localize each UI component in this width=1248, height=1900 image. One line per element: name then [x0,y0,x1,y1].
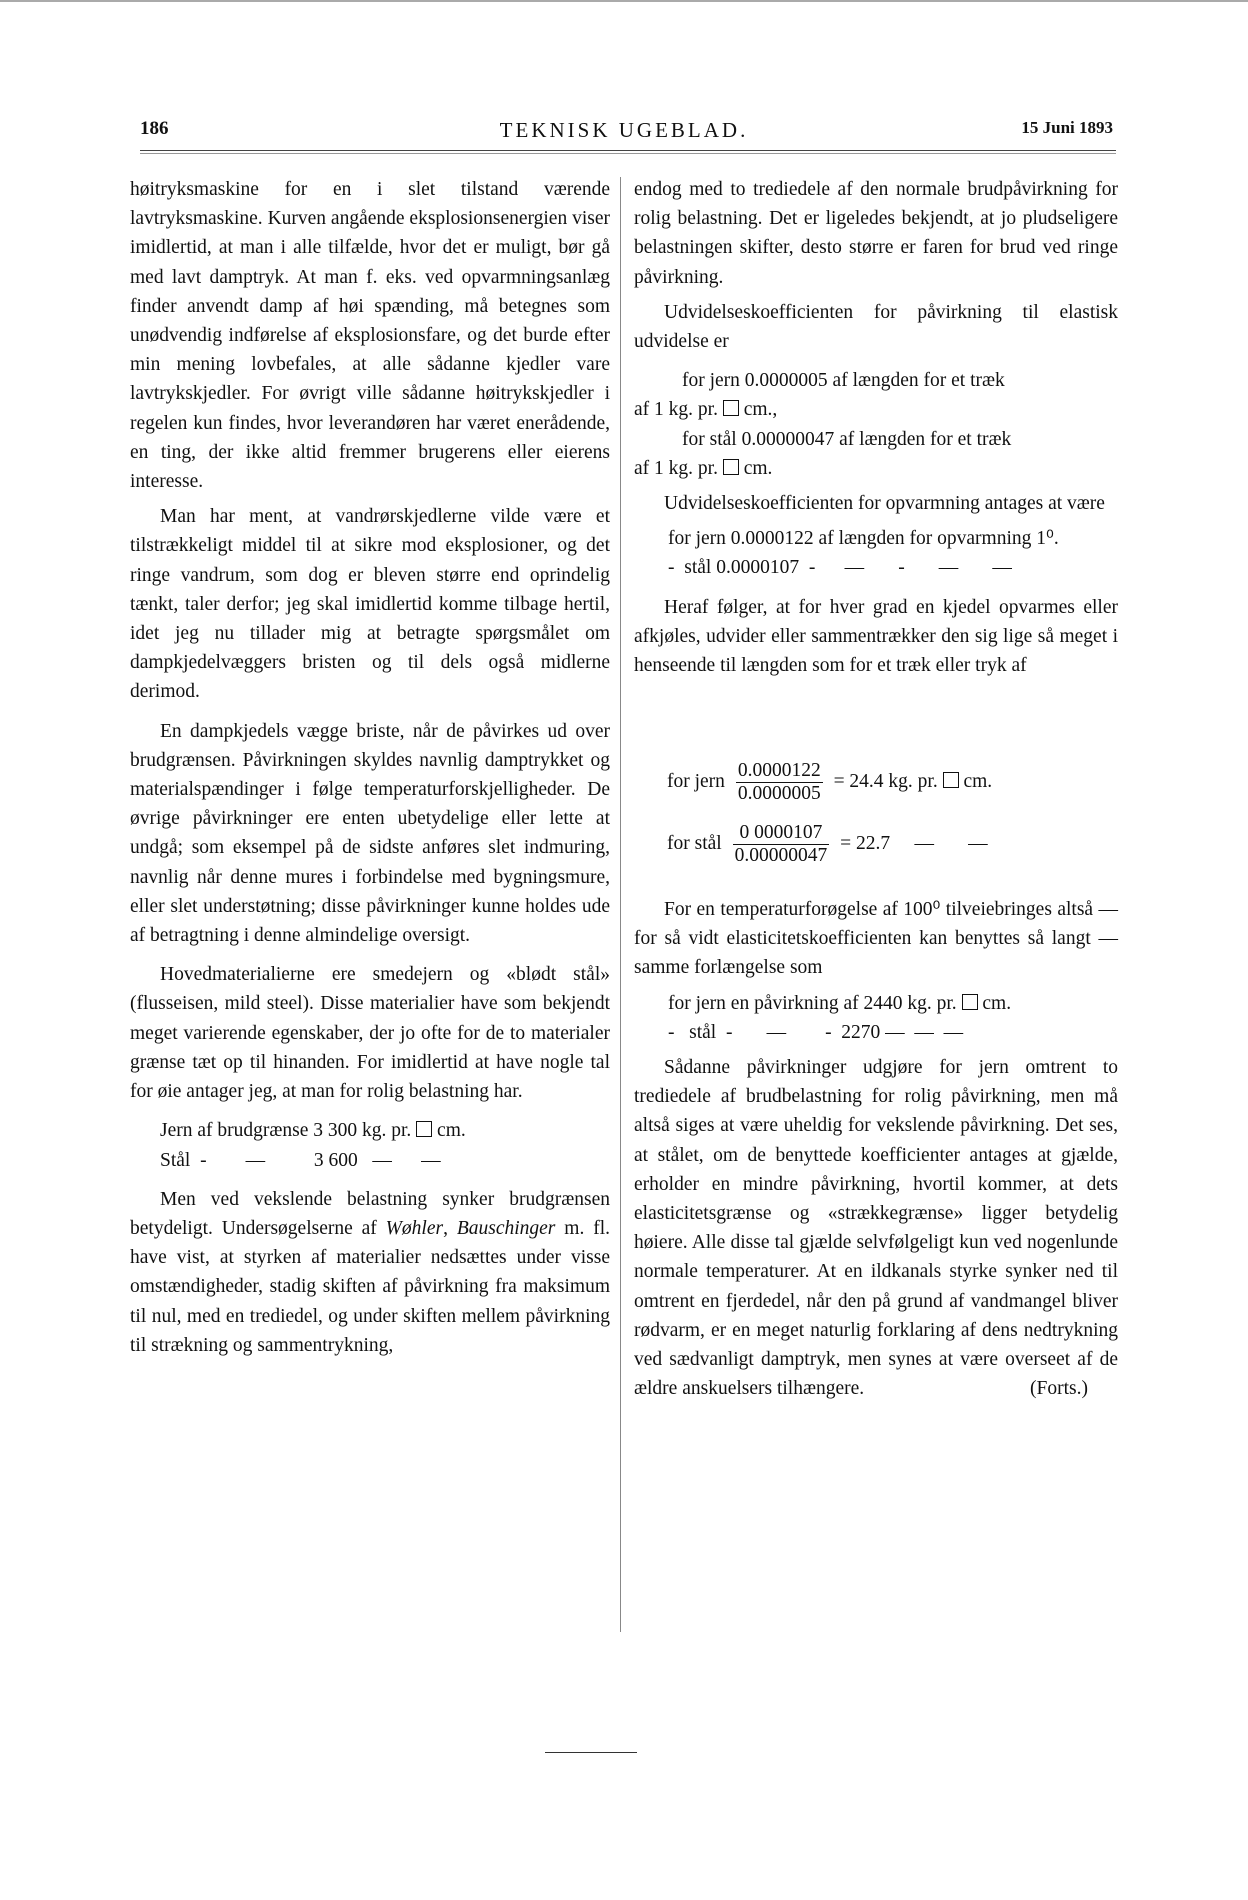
staal-dashes: — — [372,1149,441,1171]
staal-load-line: - stål - — - 2270 — — — [668,1021,964,1043]
left-paragraph-5-b: , [443,1217,457,1239]
square-unit-icon [416,1121,432,1137]
staal-coeff-line-2 [634,454,1118,483]
square-unit-icon [723,459,739,475]
equation-jern [667,760,992,805]
right-paragraph-6 [634,1053,1118,1403]
jern-coeff-line-2 [634,395,1118,424]
author-bauschinger: Bauschinger [456,1217,556,1239]
equation-staal-label: for stål [667,832,722,854]
end-rule [545,1752,637,1753]
equation-staal [667,822,988,867]
jern-text: Jern af brudgrænse 3 300 kg. pr. [160,1120,412,1142]
journal-title: TEKNISK UGEBLAD. [499,118,749,142]
right-paragraph-4: Heraf følger, at for hver grad en kjedel opvarmes eller afkjøles, udvider eller sammentrækker den sig lige så meget i henseende til længden som for et træk eller tryk af [634,596,1118,677]
equation-staal-denominator: 0.00000047 [734,845,828,866]
equation-staal-result: = 22.7 — — [840,832,988,854]
header-rule-secondary [140,153,1116,154]
page-number: 186 [140,118,169,139]
jern-coeff-text: af 1 kg. pr. [634,399,718,421]
left-paragraph-2: Man har ment, at vandrørskjedlerne vilde være et tilstrækkeligt middel til at sikre mod eksplosioner, og det ringe vandrum, som dog er bleven større end oprindelig tænkt, taler derfor; jeg skal imidlertid komme tilbage hertil, idet jeg nu tillader mig at betragte spørgsmålet om dampkjedelvæggers bristen og til dels også midlerne derimod. [130,506,610,703]
equation-jern-fraction [736,760,823,805]
equation-jern-label: for jern [667,770,725,792]
jern-load-unit: cm. [982,992,1012,1014]
staal-coeff-line: for stål 0.00000047 af længden for et træk [682,428,1012,450]
jern-load-line [634,989,1118,1018]
right-paragraph-1: endog med to trediedele af den normale brudpåvirkning for rolig belastning. Det er ligeledes bekjendt, at jo pludseligere belastningen skifter, desto større er faren for brud ved ringe påvirkning. [634,179,1118,288]
staal-line [130,1146,610,1175]
jern-coeff-line: for jern 0.0000005 af længden for et træk [682,370,1005,392]
equation-staal-numerator: 0 0000107 [733,822,830,845]
jern-heat-line: for jern 0.0000122 af længden for opvarmning 1⁰. [668,528,1059,550]
square-unit-icon [943,772,959,788]
author-wohler: Wøhler [385,1217,444,1239]
left-paragraph-5-a: Men ved vekslende belastning synker brudgrænsen betydeligt. Undersøgelserne af [130,1188,610,1239]
left-paragraph-5-c: m. fl. have vist, at styrken af materialier nedsættes under visse omstændigheder, stadig skiften af påvirkning fra maksimum til nul, med en trediedel, og under skiften mellem påvirkning til strækning og sammentrykning, [130,1217,610,1356]
equation-staal-fraction [733,822,830,867]
right-paragraph-2: Udvidelseskoefficienten for påvirkning til elastisk udvidelse er [634,301,1118,353]
jern-load-text: for jern en påvirkning af 2440 kg. pr. [668,992,957,1014]
staal-heat-line: - stål 0.0000107 - — - — — [668,557,1012,579]
right-paragraph-5: For en temperaturforøgelse af 100⁰ tilveiebringes altså — for så vidt elasticitetskoefficienten kan benyttes så langt — samme forlængelse som [634,899,1118,979]
right-paragraph-3: Udvidelseskoefficienten for opvarmning antages at være [664,493,1105,515]
left-column [130,175,610,1366]
equation-jern-denominator: 0.0000005 [737,783,821,804]
square-unit-icon [962,994,978,1010]
top-scan-border [0,0,1248,2]
column-separator [620,177,621,1632]
left-paragraph-3: En dampkjedels vægge briste, når de påvirkes ud over brudgrænsen. Påvirkningen skyldes navnlig damptrykket og materialspændinger i følge temperaturforskjelligheder. De øvrige påvirkninger ere enten ubetydelige eller lette at undgå; som eksempel på de sidste anføres slet indmuring, navnlig når denne mures i forbindelse med bygningsmure, eller slet understøtning; disse påvirkninger kunne holdes ude af betragtning i denne almindelige oversigt. [130,720,610,947]
right-column [634,175,1118,686]
continued-marker: (Forts.) [1030,1378,1088,1400]
right-column-lower [634,895,1118,1409]
equation-jern-unit: cm. [963,770,993,792]
jern-unit: cm. [437,1120,466,1142]
left-paragraph-1: høitryksmaskine for en i slet tilstand værende lavtryksmaskine. Kurven angående eksplosionsenergien viser imidlertid, at man i alle tilfælde, hvor det er muligt, bør gå med lavt damptryk. At man f. eks. ved opvarmningsanlæg finder anvendt damp af høi spænding, må betegnes som unødvendig indførelse af eksplosionsfare, og det burde efter min mening lovbefales, at alle sådanne kjedler vare lavtrykskjedler. For øvrigt ville sådanne høitrykskjedler i regelen kun findes, hvor leverandøren har været enerådende, en ting, der ikke altid fremmer brugerens eller eierens interesse. [130,179,610,493]
staal-coeff-text: af 1 kg. pr. [634,457,718,479]
equation-jern-numerator: 0.0000122 [737,760,821,781]
left-paragraph-5 [130,1185,610,1360]
issue-date: 15 Juni 1893 [1021,118,1113,137]
right-paragraph-6-text: Sådanne påvirkninger udgjøre for jern omtrent to trediedele af brudbelastning for rolig påvirkning, men må altså siges at være uheldig for vekslende påvirkning. Det ses, at stålet, om de benyttede koefficienter antages at gjælde, erholder en mindre påvirkning, hvortil kommer, at dets elasticitetsgrænse og «strækkegrænse» ligger betydelig høiere. Alle disse tal gjælde selvfølgeligt kun ved nogenlunde normale temperaturer. At en ildkanals styrke synker ned til omtrent en fjerdedel, når den på grund af vandmangel bliver rødvarm, er en meget naturlig forklaring af dens nedtrykning ved sædvanligt damptryk, men synes at være overseet af de ældre anskuelsers tilhængere. [634,1057,1118,1400]
header-rule [140,150,1116,151]
left-paragraph-4: Hovedmaterialierne ere smedejern og «blødt stål» (flusseisen, mild steel). Disse materialier have som bekjendt meget varierende egenskaber, der jo ofte for de to materialer grænse tæt op til hinanden. For imidlertid at have nogle tal for øie antager jeg, at man for rolig belastning har. [130,964,610,1103]
square-unit-icon [723,400,739,416]
staal-coeff-unit: cm. [743,457,773,479]
jern-line [130,1116,610,1145]
equation-jern-result: = 24.4 kg. pr. [833,770,938,792]
jern-coeff-unit: cm., [743,399,778,421]
staal-text: Stål - — 3 600 [160,1149,358,1171]
